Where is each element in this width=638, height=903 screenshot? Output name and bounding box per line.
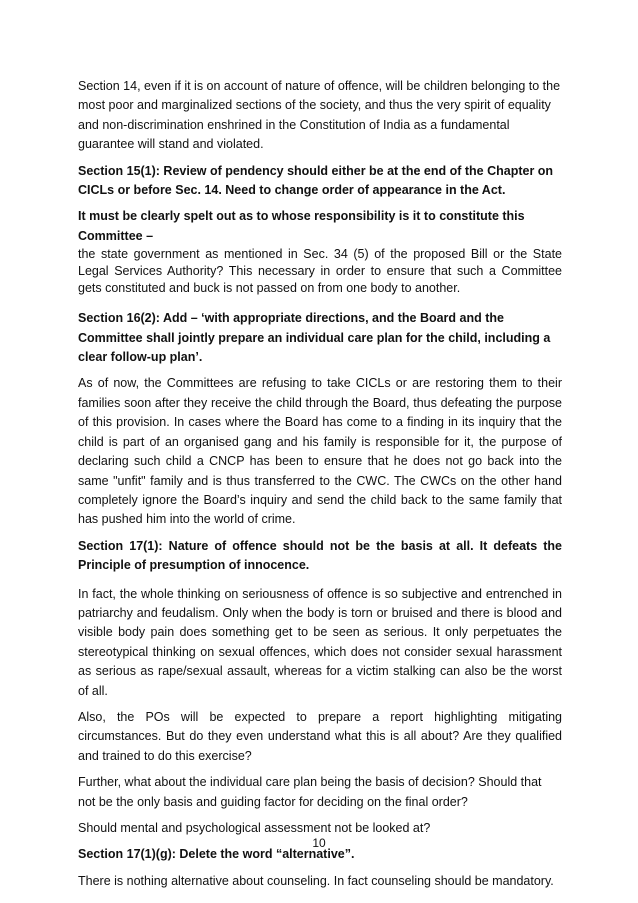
- heading-section-16-2: Section 16(2): Add – ‘with appropriate directions, and the Board and the Committee shall jointly prepare an individual care plan for the child, including a clear follow-up plan’.: [78, 311, 551, 365]
- paragraph-pos-report: Also, the POs will be expected to prepare a report highlighting mitigating circumstances. But do they even understand what this is all about? Are they qualified and trained to do this exercise?: [78, 709, 562, 763]
- paragraph-care-plan: Further, what about the individual care plan being the basis of decision? Should that not be the only basis and guiding factor for deciding on the final order?: [78, 775, 542, 809]
- paragraph-committee-responsibility: the state government as mentioned in Sec. 34 (5) of the proposed Bill or the State Legal Services Authority? This necessary in order to ensure that such a Committee gets constituted and buck is not passed on from one body to another.: [78, 247, 562, 296]
- paragraph-seriousness-of-offence: In fact, the whole thinking on seriousness of offence is so subjective and entrenched in patriarchy and feudalism. Only when the body is torn or bruised and there is blood and visible body pain does something get to be seen as serious. It only perpetuates the stereotypical thinking on sexual offences, which does not consider sexual harassment as serious as rape/sexual assault, whereas for a victim stalking can also be the worst of all.: [78, 586, 562, 698]
- document-page: [78, 77, 562, 898]
- paragraph-section-14: Section 14, even if it is on account of nature of offence, will be children belonging to the most poor and marginalized sections of the society, and thus the very spirit of equality and non-discrimination enshrined in the Constitution of India as a fundamental guarantee will stand and violated.: [78, 79, 561, 152]
- page-number: 10: [312, 836, 326, 850]
- paragraph-committees-refusing: As of now, the Committees are refusing to take CICLs or are restoring them to their families soon after they receive the child through the Board, thus defeating the purpose of this provision. In cases where the Board has come to a finding in its inquiry that the child is part of an organised gang and his family is responsible for it, the purpose of declaring such child a CNCP has been to ensure that he does not go back into the same "unfit" family and is thus transferred to the CWC. The CWCs on the other hand completely ignore the Board’s inquiry and send the child back to the same family that has pushed him into the world of crime.: [78, 376, 562, 527]
- heading-section-17-1-g: Section 17(1)(g): Delete the word “alternative”.: [78, 847, 355, 862]
- heading-section-17-1: Section 17(1): Nature of offence should not be the basis at all. It defeats the Principle of presumption of innocence.: [78, 538, 562, 573]
- paragraph-counseling: There is nothing alternative about counseling. In fact counseling should be mandatory.: [78, 873, 554, 888]
- paragraph-psychological-assessment: Should mental and psychological assessment not be looked at?: [78, 821, 431, 835]
- heading-committee-responsibility: It must be clearly spelt out as to whose responsibility is it to constitute this Committee –: [78, 209, 525, 243]
- heading-section-15-1: Section 15(1): Review of pendency should either be at the end of the Chapter on CICLs or before Sec. 14. Need to change order of appearance in the Act.: [78, 163, 554, 198]
